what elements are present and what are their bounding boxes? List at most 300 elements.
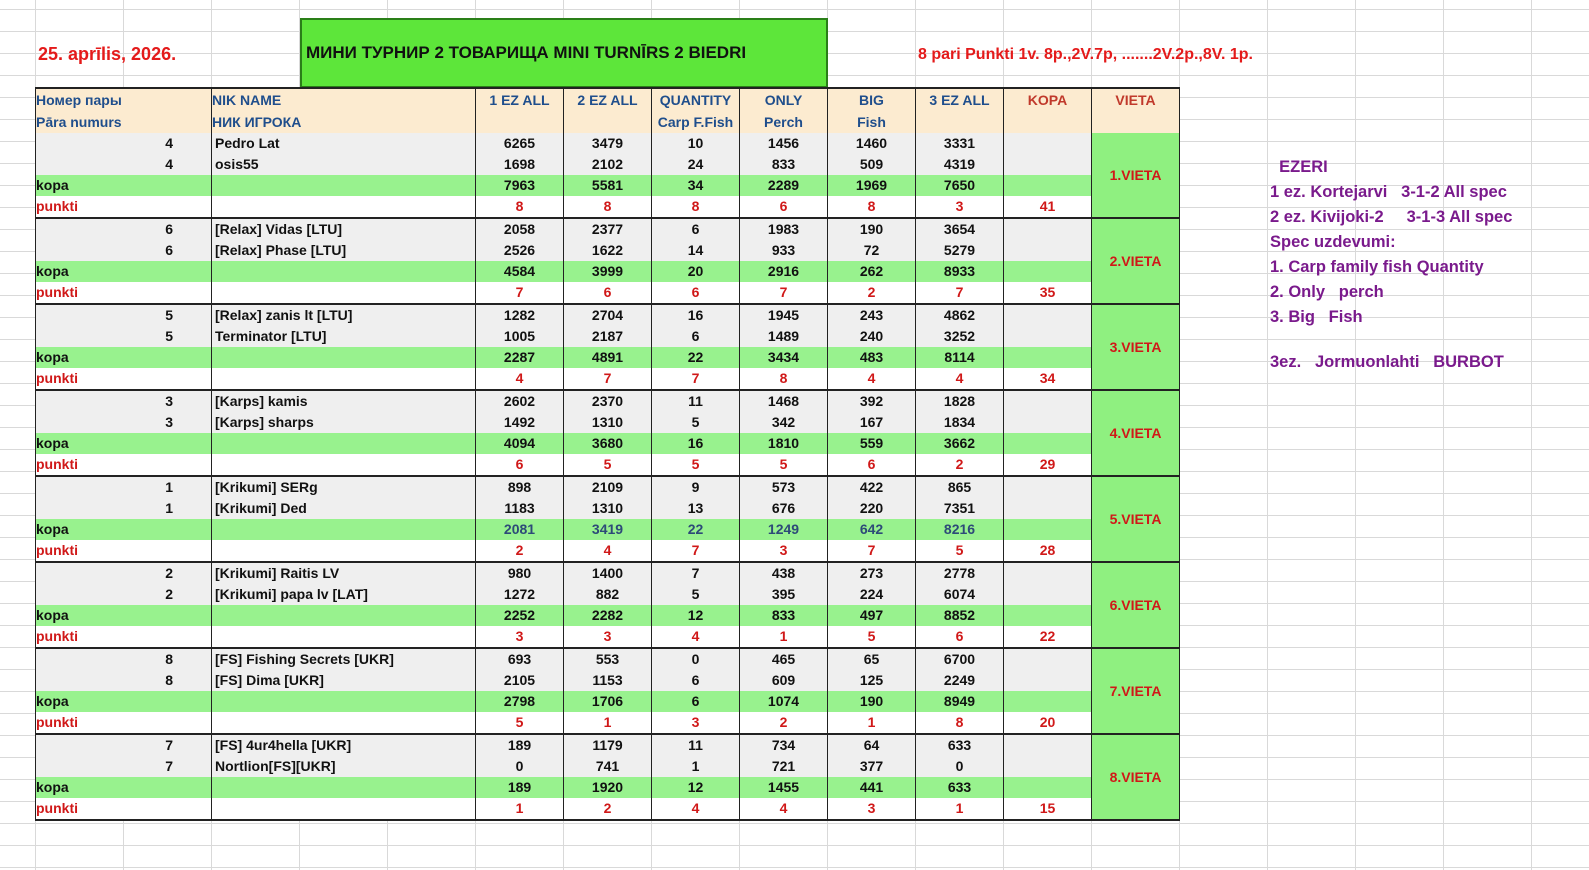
punkti-label[interactable]: punkti [36,798,212,820]
ez2-cell[interactable]: 741 [564,756,652,777]
ez2-cell[interactable]: 1153 [564,670,652,691]
big-cell[interactable]: 273 [828,562,916,584]
pair-number-cell[interactable]: 1 [36,476,212,498]
perch-cell[interactable]: 1456 [740,133,828,154]
punkti-ez2-cell[interactable]: 1 [564,712,652,734]
pair-number-cell[interactable]: 4 [36,133,212,154]
nick-cell[interactable]: Nortlion[FS][UKR] [212,756,476,777]
ez3-cell[interactable]: 3654 [916,218,1004,240]
ez2-cell[interactable]: 2704 [564,304,652,326]
kopa-qty-cell[interactable]: 20 [652,261,740,282]
blank-cell[interactable] [212,368,476,390]
pair-number-cell[interactable]: 5 [36,304,212,326]
ez3-cell[interactable]: 865 [916,476,1004,498]
kopa-big-cell[interactable]: 497 [828,605,916,626]
punkti-perch-cell[interactable]: 6 [740,196,828,218]
kopa-ez2-cell[interactable]: 1706 [564,691,652,712]
header-big-sub[interactable]: Fish [828,111,916,133]
kopa-ez1-cell[interactable]: 7963 [476,175,564,196]
nick-cell[interactable]: [Karps] kamis [212,390,476,412]
perch-cell[interactable]: 395 [740,584,828,605]
big-cell[interactable]: 240 [828,326,916,347]
kopa-cell[interactable] [1004,347,1092,368]
ez3-cell[interactable]: 2778 [916,562,1004,584]
kopa-ez3-cell[interactable]: 8114 [916,347,1004,368]
ez2-cell[interactable]: 2187 [564,326,652,347]
punkti-label[interactable]: punkti [36,196,212,218]
ez3-cell[interactable]: 6700 [916,648,1004,670]
kopa-cell[interactable] [1004,476,1092,498]
punkti-big-cell[interactable]: 2 [828,282,916,304]
kopa-big-cell[interactable]: 190 [828,691,916,712]
kopa-ez3-cell[interactable]: 3662 [916,433,1004,454]
kopa-cell[interactable] [1004,133,1092,154]
punkti-ez3-cell[interactable]: 7 [916,282,1004,304]
big-cell[interactable]: 392 [828,390,916,412]
punkti-total-cell[interactable]: 15 [1004,798,1092,820]
nick-cell[interactable]: [Krikumi] papa lv [LAT] [212,584,476,605]
pair-number-cell[interactable]: 4 [36,154,212,175]
kopa-cell[interactable] [1004,670,1092,691]
ez1-cell[interactable]: 0 [476,756,564,777]
kopa-ez1-cell[interactable]: 2081 [476,519,564,540]
blank-cell[interactable] [212,347,476,368]
kopa-perch-cell[interactable]: 1455 [740,777,828,798]
kopa-cell[interactable] [1004,605,1092,626]
qty-cell[interactable]: 11 [652,734,740,756]
blank-cell[interactable] [212,282,476,304]
punkti-ez3-cell[interactable]: 5 [916,540,1004,562]
kopa-ez2-cell[interactable]: 5581 [564,175,652,196]
kopa-cell[interactable] [1004,390,1092,412]
punkti-label[interactable]: punkti [36,626,212,648]
kopa-qty-cell[interactable]: 12 [652,605,740,626]
punkti-label[interactable]: punkti [36,540,212,562]
punkti-big-cell[interactable]: 1 [828,712,916,734]
kopa-label[interactable]: kopa [36,175,212,196]
kopa-cell[interactable] [1004,261,1092,282]
ez1-cell[interactable]: 2526 [476,240,564,261]
kopa-big-cell[interactable]: 483 [828,347,916,368]
punkti-label[interactable]: punkti [36,368,212,390]
pair-number-cell[interactable]: 2 [36,584,212,605]
vieta-cell[interactable]: 6.VIETA [1092,562,1180,648]
punkti-label[interactable]: punkti [36,282,212,304]
punkti-perch-cell[interactable]: 7 [740,282,828,304]
kopa-ez1-cell[interactable]: 2798 [476,691,564,712]
punkti-qty-cell[interactable]: 7 [652,368,740,390]
punkti-ez2-cell[interactable]: 8 [564,196,652,218]
kopa-ez3-cell[interactable]: 7650 [916,175,1004,196]
blank-cell[interactable] [212,626,476,648]
blank-cell[interactable] [212,777,476,798]
qty-cell[interactable]: 5 [652,584,740,605]
vieta-cell[interactable]: 5.VIETA [1092,476,1180,562]
perch-cell[interactable]: 1945 [740,304,828,326]
kopa-cell[interactable] [1004,756,1092,777]
kopa-ez2-cell[interactable]: 4891 [564,347,652,368]
punkti-ez3-cell[interactable]: 4 [916,368,1004,390]
nick-cell[interactable]: [Krikumi] Raitis LV [212,562,476,584]
blank-cell[interactable] [212,196,476,218]
pair-number-cell[interactable]: 8 [36,670,212,691]
ez1-cell[interactable]: 1492 [476,412,564,433]
header-pair-lv[interactable]: Pāra numurs [36,111,212,133]
punkti-big-cell[interactable]: 8 [828,196,916,218]
kopa-ez1-cell[interactable]: 2287 [476,347,564,368]
header-pair-ru[interactable]: Номер пары [36,88,212,111]
ez3-cell[interactable]: 1828 [916,390,1004,412]
kopa-big-cell[interactable]: 1969 [828,175,916,196]
kopa-cell[interactable] [1004,154,1092,175]
perch-cell[interactable]: 1468 [740,390,828,412]
kopa-qty-cell[interactable]: 16 [652,433,740,454]
ez3-cell[interactable]: 7351 [916,498,1004,519]
ez2-cell[interactable]: 2370 [564,390,652,412]
kopa-perch-cell[interactable]: 1810 [740,433,828,454]
kopa-ez1-cell[interactable]: 4094 [476,433,564,454]
pair-number-cell[interactable]: 3 [36,412,212,433]
big-cell[interactable]: 190 [828,218,916,240]
punkti-ez2-cell[interactable]: 4 [564,540,652,562]
kopa-perch-cell[interactable]: 833 [740,605,828,626]
punkti-qty-cell[interactable]: 5 [652,454,740,476]
punkti-qty-cell[interactable]: 3 [652,712,740,734]
pair-number-cell[interactable]: 2 [36,562,212,584]
qty-cell[interactable]: 10 [652,133,740,154]
vieta-cell[interactable]: 3.VIETA [1092,304,1180,390]
kopa-ez3-cell[interactable]: 8216 [916,519,1004,540]
vieta-cell[interactable]: 1.VIETA [1092,133,1180,218]
kopa-big-cell[interactable]: 559 [828,433,916,454]
perch-cell[interactable]: 721 [740,756,828,777]
nick-cell[interactable]: [Relax] Vidas [LTU] [212,218,476,240]
kopa-qty-cell[interactable]: 22 [652,519,740,540]
ez2-cell[interactable]: 3479 [564,133,652,154]
punkti-perch-cell[interactable]: 1 [740,626,828,648]
qty-cell[interactable]: 7 [652,562,740,584]
nick-cell[interactable]: [Relax] Phase [LTU] [212,240,476,261]
punkti-ez3-cell[interactable]: 2 [916,454,1004,476]
header-quantity-sub[interactable]: Carp F.Fish [652,111,740,133]
big-cell[interactable]: 167 [828,412,916,433]
ez3-cell[interactable]: 0 [916,756,1004,777]
kopa-cell[interactable] [1004,175,1092,196]
nick-cell[interactable]: [FS] Dima [UKR] [212,670,476,691]
kopa-ez3-cell[interactable]: 8949 [916,691,1004,712]
ez1-cell[interactable]: 1698 [476,154,564,175]
nick-cell[interactable]: [Krikumi] SERg [212,476,476,498]
kopa-cell[interactable] [1004,777,1092,798]
ez1-cell[interactable]: 2058 [476,218,564,240]
punkti-big-cell[interactable]: 3 [828,798,916,820]
ez2-cell[interactable]: 2109 [564,476,652,498]
ez3-cell[interactable]: 3331 [916,133,1004,154]
vieta-cell[interactable]: 4.VIETA [1092,390,1180,476]
punkti-ez3-cell[interactable]: 1 [916,798,1004,820]
punkti-ez1-cell[interactable]: 5 [476,712,564,734]
punkti-ez2-cell[interactable]: 5 [564,454,652,476]
blank-cell[interactable] [212,454,476,476]
header-vieta[interactable]: VIETA [1092,88,1180,111]
punkti-ez2-cell[interactable]: 6 [564,282,652,304]
kopa-ez1-cell[interactable]: 2252 [476,605,564,626]
ez1-cell[interactable]: 980 [476,562,564,584]
pair-number-cell[interactable]: 6 [36,218,212,240]
punkti-total-cell[interactable]: 29 [1004,454,1092,476]
ez1-cell[interactable]: 2105 [476,670,564,691]
punkti-big-cell[interactable]: 6 [828,454,916,476]
perch-cell[interactable]: 1489 [740,326,828,347]
title-cell[interactable] [300,18,828,88]
header-kopa[interactable]: KOPA [1004,88,1092,111]
pair-number-cell[interactable]: 3 [36,390,212,412]
blank-cell[interactable] [212,798,476,820]
qty-cell[interactable]: 13 [652,498,740,519]
kopa-ez2-cell[interactable]: 1920 [564,777,652,798]
ez1-cell[interactable]: 189 [476,734,564,756]
punkti-ez1-cell[interactable]: 2 [476,540,564,562]
nick-cell[interactable]: Terminator [LTU] [212,326,476,347]
ez3-cell[interactable]: 4862 [916,304,1004,326]
vieta-cell[interactable]: 2.VIETA [1092,218,1180,304]
header-ez2[interactable]: 2 EZ ALL [564,88,652,111]
punkti-total-cell[interactable]: 34 [1004,368,1092,390]
big-cell[interactable]: 422 [828,476,916,498]
header-blank[interactable] [916,111,1004,133]
ez1-cell[interactable]: 6265 [476,133,564,154]
ez2-cell[interactable]: 2102 [564,154,652,175]
punkti-big-cell[interactable]: 5 [828,626,916,648]
qty-cell[interactable]: 14 [652,240,740,261]
big-cell[interactable]: 64 [828,734,916,756]
qty-cell[interactable]: 6 [652,218,740,240]
kopa-qty-cell[interactable]: 12 [652,777,740,798]
kopa-cell[interactable] [1004,218,1092,240]
header-blank[interactable] [564,111,652,133]
header-blank[interactable] [476,111,564,133]
big-cell[interactable]: 377 [828,756,916,777]
kopa-qty-cell[interactable]: 34 [652,175,740,196]
punkti-ez2-cell[interactable]: 3 [564,626,652,648]
perch-cell[interactable]: 833 [740,154,828,175]
kopa-perch-cell[interactable]: 2289 [740,175,828,196]
nick-cell[interactable]: osis55 [212,154,476,175]
punkti-qty-cell[interactable]: 7 [652,540,740,562]
blank-cell[interactable] [212,433,476,454]
perch-cell[interactable]: 1983 [740,218,828,240]
kopa-ez2-cell[interactable]: 3999 [564,261,652,282]
ez1-cell[interactable]: 693 [476,648,564,670]
punkti-ez2-cell[interactable]: 2 [564,798,652,820]
kopa-cell[interactable] [1004,412,1092,433]
punkti-big-cell[interactable]: 4 [828,368,916,390]
header-ez3[interactable]: 3 EZ ALL [916,88,1004,111]
kopa-cell[interactable] [1004,648,1092,670]
punkti-ez1-cell[interactable]: 8 [476,196,564,218]
punkti-label[interactable]: punkti [36,712,212,734]
header-blank[interactable] [1092,111,1180,133]
kopa-ez2-cell[interactable]: 3419 [564,519,652,540]
punkti-perch-cell[interactable]: 5 [740,454,828,476]
header-quantity[interactable]: QUANTITY [652,88,740,111]
nick-cell[interactable]: [Krikumi] Ded [212,498,476,519]
pair-number-cell[interactable]: 5 [36,326,212,347]
punkti-ez3-cell[interactable]: 3 [916,196,1004,218]
kopa-ez3-cell[interactable]: 8852 [916,605,1004,626]
qty-cell[interactable]: 16 [652,304,740,326]
big-cell[interactable]: 125 [828,670,916,691]
qty-cell[interactable]: 9 [652,476,740,498]
punkti-ez1-cell[interactable]: 3 [476,626,564,648]
kopa-label[interactable]: kopa [36,433,212,454]
qty-cell[interactable]: 24 [652,154,740,175]
punkti-big-cell[interactable]: 7 [828,540,916,562]
punkti-ez1-cell[interactable]: 6 [476,454,564,476]
qty-cell[interactable]: 0 [652,648,740,670]
ez3-cell[interactable]: 633 [916,734,1004,756]
qty-cell[interactable]: 6 [652,326,740,347]
blank-cell[interactable] [212,519,476,540]
kopa-perch-cell[interactable]: 3434 [740,347,828,368]
punkti-ez3-cell[interactable]: 6 [916,626,1004,648]
qty-cell[interactable]: 11 [652,390,740,412]
kopa-cell[interactable] [1004,498,1092,519]
ez2-cell[interactable]: 1400 [564,562,652,584]
kopa-cell[interactable] [1004,519,1092,540]
big-cell[interactable]: 220 [828,498,916,519]
kopa-perch-cell[interactable]: 2916 [740,261,828,282]
punkti-qty-cell[interactable]: 4 [652,626,740,648]
punkti-ez2-cell[interactable]: 7 [564,368,652,390]
kopa-ez2-cell[interactable]: 3680 [564,433,652,454]
header-blank[interactable] [1004,111,1092,133]
kopa-label[interactable]: kopa [36,691,212,712]
vieta-cell[interactable]: 8.VIETA [1092,734,1180,820]
kopa-big-cell[interactable]: 441 [828,777,916,798]
ez3-cell[interactable]: 1834 [916,412,1004,433]
kopa-label[interactable]: kopa [36,777,212,798]
nick-cell[interactable]: [FS] Fishing Secrets [UKR] [212,648,476,670]
ez1-cell[interactable]: 1005 [476,326,564,347]
big-cell[interactable]: 243 [828,304,916,326]
qty-cell[interactable]: 5 [652,412,740,433]
ez2-cell[interactable]: 2377 [564,218,652,240]
punkti-total-cell[interactable]: 20 [1004,712,1092,734]
punkti-total-cell[interactable]: 35 [1004,282,1092,304]
punkti-ez1-cell[interactable]: 4 [476,368,564,390]
kopa-big-cell[interactable]: 642 [828,519,916,540]
kopa-ez3-cell[interactable]: 633 [916,777,1004,798]
pair-number-cell[interactable]: 7 [36,756,212,777]
big-cell[interactable]: 224 [828,584,916,605]
kopa-ez1-cell[interactable]: 189 [476,777,564,798]
big-cell[interactable]: 72 [828,240,916,261]
pair-number-cell[interactable]: 8 [36,648,212,670]
kopa-qty-cell[interactable]: 6 [652,691,740,712]
punkti-ez1-cell[interactable]: 7 [476,282,564,304]
ez1-cell[interactable]: 2602 [476,390,564,412]
blank-cell[interactable] [212,540,476,562]
kopa-cell[interactable] [1004,326,1092,347]
kopa-cell[interactable] [1004,240,1092,261]
perch-cell[interactable]: 933 [740,240,828,261]
ez1-cell[interactable]: 1282 [476,304,564,326]
blank-cell[interactable] [212,691,476,712]
big-cell[interactable]: 1460 [828,133,916,154]
big-cell[interactable]: 65 [828,648,916,670]
ez2-cell[interactable]: 882 [564,584,652,605]
perch-cell[interactable]: 573 [740,476,828,498]
pair-number-cell[interactable]: 1 [36,498,212,519]
punkti-label[interactable]: punkti [36,454,212,476]
kopa-cell[interactable] [1004,433,1092,454]
kopa-label[interactable]: kopa [36,261,212,282]
kopa-cell[interactable] [1004,691,1092,712]
punkti-perch-cell[interactable]: 3 [740,540,828,562]
kopa-cell[interactable] [1004,562,1092,584]
punkti-perch-cell[interactable]: 4 [740,798,828,820]
perch-cell[interactable]: 676 [740,498,828,519]
vieta-cell[interactable]: 7.VIETA [1092,648,1180,734]
nick-cell[interactable]: Pedro Lat [212,133,476,154]
kopa-cell[interactable] [1004,304,1092,326]
big-cell[interactable]: 509 [828,154,916,175]
pair-number-cell[interactable]: 7 [36,734,212,756]
qty-cell[interactable]: 6 [652,670,740,691]
ez2-cell[interactable]: 1310 [564,412,652,433]
punkti-perch-cell[interactable]: 2 [740,712,828,734]
kopa-ez3-cell[interactable]: 8933 [916,261,1004,282]
ez2-cell[interactable]: 553 [564,648,652,670]
nick-cell[interactable]: [Relax] zanis lt [LTU] [212,304,476,326]
blank-cell[interactable] [212,175,476,196]
ez3-cell[interactable]: 4319 [916,154,1004,175]
kopa-big-cell[interactable]: 262 [828,261,916,282]
ez3-cell[interactable]: 6074 [916,584,1004,605]
ez2-cell[interactable]: 1622 [564,240,652,261]
kopa-cell[interactable] [1004,734,1092,756]
pair-number-cell[interactable]: 6 [36,240,212,261]
perch-cell[interactable]: 609 [740,670,828,691]
nick-cell[interactable]: [FS] 4ur4hella [UKR] [212,734,476,756]
punkti-qty-cell[interactable]: 8 [652,196,740,218]
punkti-qty-cell[interactable]: 6 [652,282,740,304]
punkti-perch-cell[interactable]: 8 [740,368,828,390]
punkti-ez3-cell[interactable]: 8 [916,712,1004,734]
blank-cell[interactable] [212,261,476,282]
header-ez1[interactable]: 1 EZ ALL [476,88,564,111]
kopa-ez2-cell[interactable]: 2282 [564,605,652,626]
ez3-cell[interactable]: 5279 [916,240,1004,261]
kopa-label[interactable]: kopa [36,347,212,368]
punkti-qty-cell[interactable]: 4 [652,798,740,820]
kopa-ez1-cell[interactable]: 4584 [476,261,564,282]
ez3-cell[interactable]: 2249 [916,670,1004,691]
punkti-total-cell[interactable]: 22 [1004,626,1092,648]
header-nick-en[interactable]: NIK NAME [212,88,476,111]
qty-cell[interactable]: 1 [652,756,740,777]
kopa-perch-cell[interactable]: 1249 [740,519,828,540]
kopa-label[interactable]: kopa [36,519,212,540]
header-only[interactable]: ONLY [740,88,828,111]
punkti-ez1-cell[interactable]: 1 [476,798,564,820]
ez3-cell[interactable]: 3252 [916,326,1004,347]
nick-cell[interactable]: [Karps] sharps [212,412,476,433]
kopa-cell[interactable] [1004,584,1092,605]
blank-cell[interactable] [212,712,476,734]
kopa-perch-cell[interactable]: 1074 [740,691,828,712]
